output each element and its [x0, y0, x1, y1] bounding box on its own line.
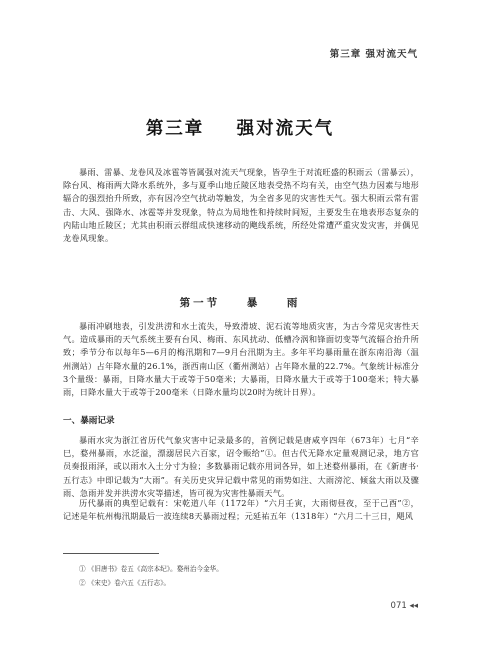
- page-number: 071 ◂◂: [390, 601, 418, 611]
- section-paragraph: 暴雨冲刷地表，引发洪涝和水土流失，导致滑坡、泥石流等地质灾害，为古今常见灾害性天气。造成暴雨的天气系统主要有台风、梅雨、东风扰动、低槽冷涡和锋面切变等气流辐合抬升所致；季节分布以每年5—6月的梅汛期和7—9月台汛期为主。多年平均暴雨量在浙东南沿海（温州测站）占年降水量的26.1%，浙西南山区（衢州测站）占年降水量的22.7%。气象统计标准分3个量级：暴雨，日降水量大于或等于50毫米；大暴雨，日降水量大于或等于100毫米；特大暴雨，日降水量大于或等于200毫米（日降水量均以20时为统计日界）。: [63, 321, 419, 398]
- footnote-divider: [63, 553, 159, 554]
- running-head: 第三章 强对流天气: [329, 49, 418, 60]
- subsection-title: 一、暴雨记录: [63, 416, 115, 426]
- chapter-title: 第三章 强对流天气: [145, 118, 335, 139]
- section-title: 第一节 暴 雨: [179, 296, 301, 309]
- footnote-2: ② 《宋史》卷六五《五行志》。: [79, 579, 171, 587]
- record-paragraph: 暴雨水灾为浙江省历代气象灾害中记录最多的，首例记载是唐咸亨四年（673年）七月“辛巳，婺州暴雨，水泛溢，漂溺居民六百家，诏令赈给”①。但古代无降水定量观测记录，地方官员奏报雨泽，或以雨水入土分寸为验；多数暴雨记载亦用词各异，如上述婺州暴雨，在《新唐书·五行志》中即记载为“大雨”。有关历史灾异记载中常见的雨势如注、大雨滂沱、倾盆大雨以及骤雨、急雨并发并洪涝水灾等描述，皆可视为灾害性暴雨天气。: [63, 435, 419, 498]
- intro-paragraph: 暴雨、雷暴、龙卷风及冰雹等皆属强对流天气现象，皆孕生于对流旺盛的积雨云（雷暴云），除台风、梅雨两大降水系统外，多与夏季山地丘陵区地表受热不均有关，由空气热力因素与地形辐合的强烈抬升所致，亦有因冷空气扰动等触发，为全省多见的灾害性天气。强大积雨云常有雷击、大风、强降水、冰雹等并发现象，特点为局地性和持续时间短，主要发生在地表形态复杂的内陆山地丘陵区；尤其由积雨云群组成快速移动的飑线系统，所经处常遭严重灾发灾害，并偶见龙卷风现象。: [63, 167, 419, 244]
- footnote-1: ① 《旧唐书》卷五《高宗本纪》。婺州治今金华。: [79, 565, 223, 573]
- history-paragraph: 历代暴雨的典型记载有：宋乾道八年（1172年）“六月壬寅，大雨彻昼夜，至于己酉”②，记述是年杭州梅汛期最后一波连续8天暴雨过程；元延祐五年（1318年）“六月二十三日，飓风: [63, 498, 419, 522]
